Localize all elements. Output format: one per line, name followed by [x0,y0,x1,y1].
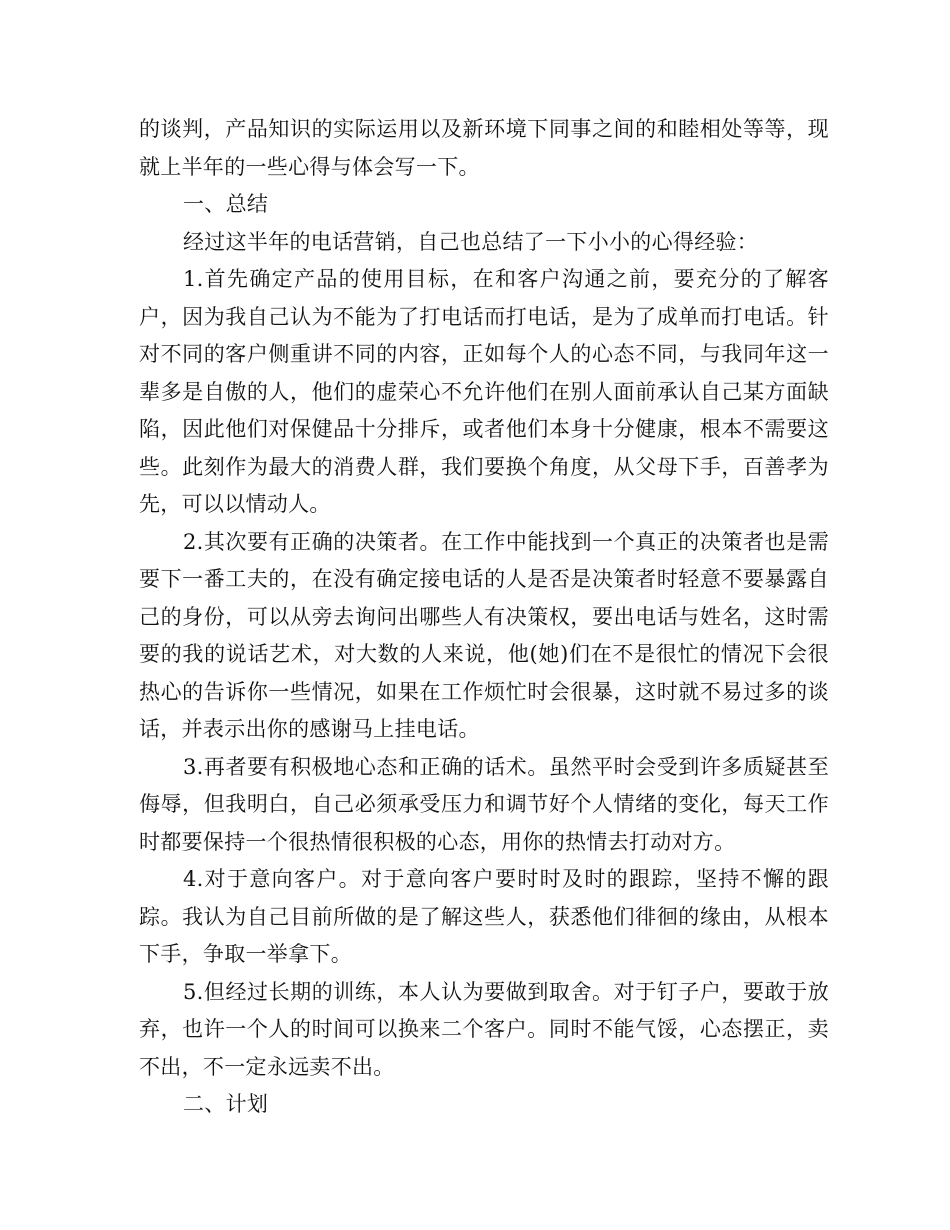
section-heading-plan: 二、计划 [183,1092,269,1116]
paragraph-continuation: 的谈判，产品知识的实际运用以及新环境下同事之间的和睦相处等等，现就上半年的一些心得与体会写一下。 [139,117,829,179]
section-heading-summary: 一、总结 [183,192,269,216]
paragraph-point-3: 3.再者要有积极地心态和正确的话术。虽然平时会受到许多质疑甚至侮辱，但我明白，自己必须承受压力和调节好个人情绪的变化，每天工作时都要保持一个很热情很积极的心态，用你的热情去打动对方。 [139,754,829,854]
paragraph-point-4: 4.对于意向客户。对于意向客户要时时及时的跟踪，坚持不懈的跟踪。我认为自己目前所做的是了解这些人，获悉他们徘徊的缘由，从根本下手，争取一举拿下。 [139,867,829,966]
document-body [139,111,829,1124]
paragraph-point-1: 1.首先确定产品的使用目标，在和客户沟通之前，要充分的了解客户，因为我自己认为不能为了打电话而打电话，是为了成单而打电话。针对不同的客户侧重讲不同的内容，正如每个人的心态不同，与我同年这一辈多是自傲的人，他们的虚荣心不允许他们在别人面前承认自己某方面缺陷，因此他们对保健品十分排斥，或者他们本身十分健康，根本不需要这些。此刻作为最大的消费人群，我们要换个角度，从父母下手，百善孝为先，可以以情动人。 [139,267,829,516]
paragraph-point-5: 5.但经过长期的训练，本人认为要做到取舍。对于钉子户，要敢于放弃，也许一个人的时间可以换来二个客户。同时不能气馁，心态摆正，卖不出，不一定永远卖不出。 [139,979,829,1079]
paragraph-intro: 经过这半年的电话营销，自己也总结了一下小小的心得经验： [183,229,759,254]
paragraph-point-2: 2.其次要有正确的决策者。在工作中能找到一个真正的决策者也是需要下一番工夫的，在没有确定接电话的人是否是决策者时轻意不要暴露自己的身份，可以从旁去询问出哪些人有决策权，要出电话与姓名，这时需要的我的说话艺术，对大数的人来说，他(她)们在不是很忙的情况下会很热心的告诉你一些情况，如果在工作烦忙时会很暴，这时就不易过多的谈话，并表示出你的感谢马上挂电话。 [139,529,829,741]
